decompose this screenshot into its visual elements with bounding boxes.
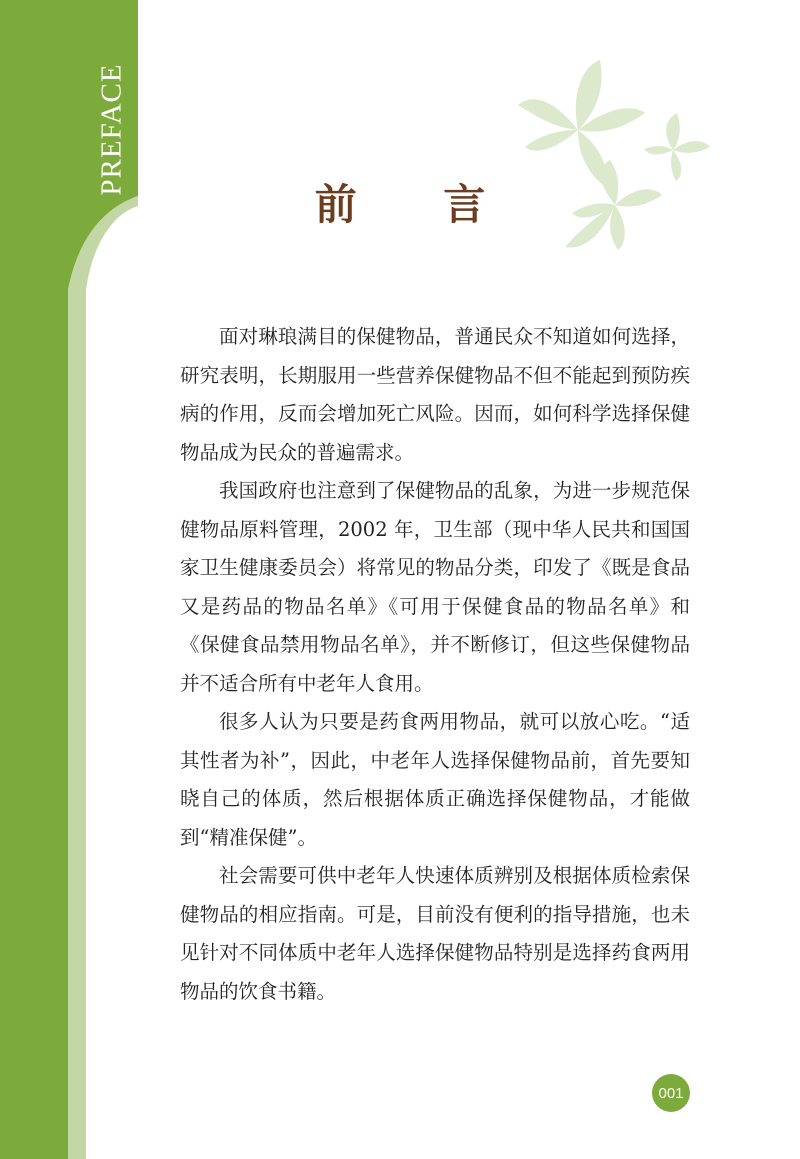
page-title: 前 言 [314, 180, 522, 229]
page-number: 001 [658, 1084, 684, 1102]
preface-side-label: PREFACE [95, 62, 128, 196]
page-number-badge [652, 1074, 690, 1112]
leaf-decoration-icon [510, 55, 720, 265]
paragraph: 面对琳琅满目的保健物品，普通民众不知道如何选择，研究表明，长期服用一些营养保健物品不但不能起到预防疾病的作用，反而会增加死亡风险。因而，如何科学选择保健物品成为民众的普遍需求。 [180, 325, 690, 464]
paragraph: 很多人认为只要是药食两用物品，就可以放心吃。“适其性者为补”，因此，中老年人选择保健物品前，首先要知晓自己的体质，然后根据体质正确选择保健物品，才能做到“精准保健”。 [180, 710, 690, 849]
preface-body [180, 318, 690, 1011]
paragraph: 我国政府也注意到了保健物品的乱象，为进一步规范保健物品原料管理，2002 年，卫生部（现中华人民共和国国家卫生健康委员会）将常见的物品分类，印发了《既是食品又是药品的物品名单》《可用于保健食品的物品名单》和《保健食品禁用物品名单》，并不断修订，但这些保健物品并不适合所有中老年人食用。 [180, 479, 690, 695]
paragraph: 社会需要可供中老年人快速体质辨别及根据体质检索保健物品的相应指南。可是，目前没有便利的指导措施，也未见针对不同体质中老年人选择保健物品特别是选择药食两用物品的饮食书籍。 [180, 864, 690, 1003]
